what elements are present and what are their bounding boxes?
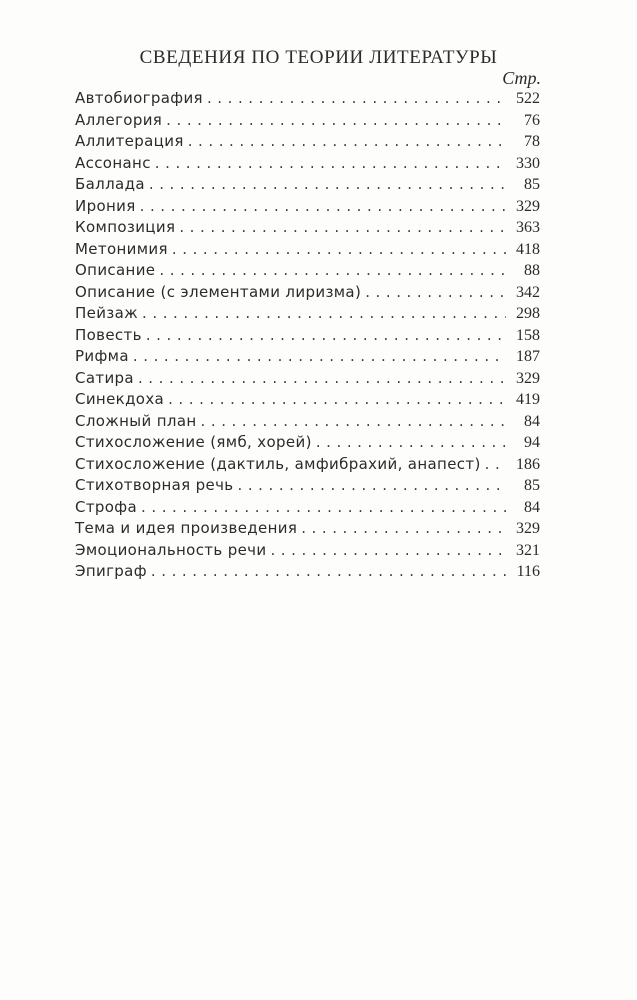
toc-entry: [75, 498, 540, 520]
toc-entry-page: 330: [516, 154, 540, 172]
dot-leader: [138, 369, 506, 387]
toc-entry: [75, 154, 540, 176]
toc-entry-page: 78: [524, 133, 540, 150]
toc-entry-page: 419: [516, 391, 540, 408]
toc-entry-page: 329: [516, 369, 540, 387]
toc-entry-page: 522: [516, 90, 540, 107]
toc-entry: [75, 562, 540, 584]
dot-leader: [179, 218, 506, 236]
toc-entry: [75, 519, 540, 541]
toc-entry-page: 116: [516, 563, 540, 580]
toc-entry-page: 298: [516, 305, 540, 322]
toc-entry: [75, 412, 540, 434]
toc-entry-page: 186: [516, 455, 540, 473]
toc-entry: [75, 433, 540, 455]
dot-leader: [159, 261, 506, 279]
toc-entry-page: 84: [524, 412, 540, 430]
dot-leader: [168, 390, 506, 408]
dot-leader: [201, 412, 506, 430]
toc-entry-label: Стихосложение (дактиль, амфибрахий, анапест): [75, 454, 481, 473]
toc-entry-label: Тема и идея произведения: [75, 519, 298, 537]
toc-entry: [75, 326, 540, 348]
toc-entry: [75, 476, 540, 498]
dot-leader: [270, 541, 506, 559]
toc-entry-page: 321: [516, 541, 540, 559]
toc-entry-page: 158: [516, 326, 540, 344]
toc-entry-page: 88: [524, 262, 540, 279]
dot-leader: [149, 175, 506, 193]
toc-entry: [75, 132, 540, 154]
dot-leader: [207, 89, 506, 107]
toc-entry-label: Сатира: [75, 368, 134, 387]
toc-entry-label: Эпиграф: [75, 562, 147, 580]
toc-entry-label: Аллегория: [75, 110, 163, 129]
toc-entry-label: Строфа: [75, 497, 138, 516]
toc-entry-label: Рифма: [75, 347, 129, 365]
toc-entry-page: 94: [524, 434, 540, 451]
dot-leader: [316, 433, 506, 451]
toc-entry-page: 85: [524, 176, 540, 193]
dot-leader: [140, 197, 506, 215]
dot-leader: [237, 476, 506, 494]
toc-entry: [75, 304, 540, 326]
toc-entry: [75, 283, 540, 305]
toc-entry: [75, 347, 540, 369]
dot-leader: [146, 326, 506, 344]
toc-entry-label: Описание: [75, 261, 156, 279]
dot-leader: [133, 347, 506, 365]
toc-entry: [75, 541, 540, 563]
toc-entry-page: 342: [516, 283, 540, 301]
toc-entry-label: Повесть: [75, 325, 142, 344]
dot-leader: [485, 455, 506, 473]
toc-entry-page: 418: [516, 240, 540, 258]
toc-entry: [75, 197, 540, 219]
toc-entry-label: Метонимия: [75, 239, 168, 258]
toc-entry-label: Композиция: [75, 218, 176, 236]
toc-entry: [75, 218, 540, 240]
page-column-header: Стр.: [502, 68, 541, 88]
dot-leader: [365, 283, 506, 301]
toc-entry: [75, 175, 540, 197]
toc-entry: [75, 369, 540, 391]
toc-entry-page: 329: [516, 197, 540, 215]
toc-entry-page: 363: [516, 219, 540, 236]
toc-entry-page: 329: [516, 520, 540, 537]
toc-entry: [75, 390, 540, 412]
toc-entry-label: Синекдоха: [75, 390, 165, 408]
toc-entry: [75, 240, 540, 262]
dot-leader: [172, 240, 506, 258]
toc-entry-page: 85: [524, 477, 540, 494]
toc-entry-page: 84: [524, 498, 540, 516]
toc-entry-label: Стихосложение (ямб, хорей): [75, 433, 312, 451]
toc-entry-page: 187: [516, 348, 540, 365]
toc-entry: [75, 261, 540, 283]
dot-leader: [188, 132, 506, 150]
toc-entry-label: Эмоциональность речи: [75, 540, 267, 559]
toc-entry-label: Ассонанс: [75, 153, 151, 172]
dot-leader: [151, 562, 506, 580]
dot-leader: [155, 154, 506, 172]
dot-leader: [141, 498, 506, 516]
toc-entry-label: Пейзаж: [75, 304, 139, 322]
table-of-contents: [75, 89, 540, 584]
toc-entry-label: Аллитерация: [75, 132, 184, 150]
dot-leader: [166, 111, 506, 129]
toc-entry-label: Описание (с элементами лиризма): [75, 282, 362, 301]
page-title: СВЕДЕНИЯ ПО ТЕОРИИ ЛИТЕРАТУРЫ: [139, 47, 498, 68]
toc-entry-label: Баллада: [75, 175, 145, 193]
toc-entry-label: Автобиография: [75, 89, 203, 107]
dot-leader: [301, 519, 506, 537]
toc-entry-label: Стихотворная речь: [75, 476, 234, 494]
toc-entry: [75, 111, 540, 133]
toc-entry-page: 76: [524, 111, 540, 129]
toc-entry: [75, 89, 540, 111]
toc-entry: [75, 455, 540, 477]
dot-leader: [142, 304, 506, 322]
toc-entry-label: Ирония: [75, 196, 136, 215]
toc-entry-label: Сложный план: [75, 411, 197, 430]
